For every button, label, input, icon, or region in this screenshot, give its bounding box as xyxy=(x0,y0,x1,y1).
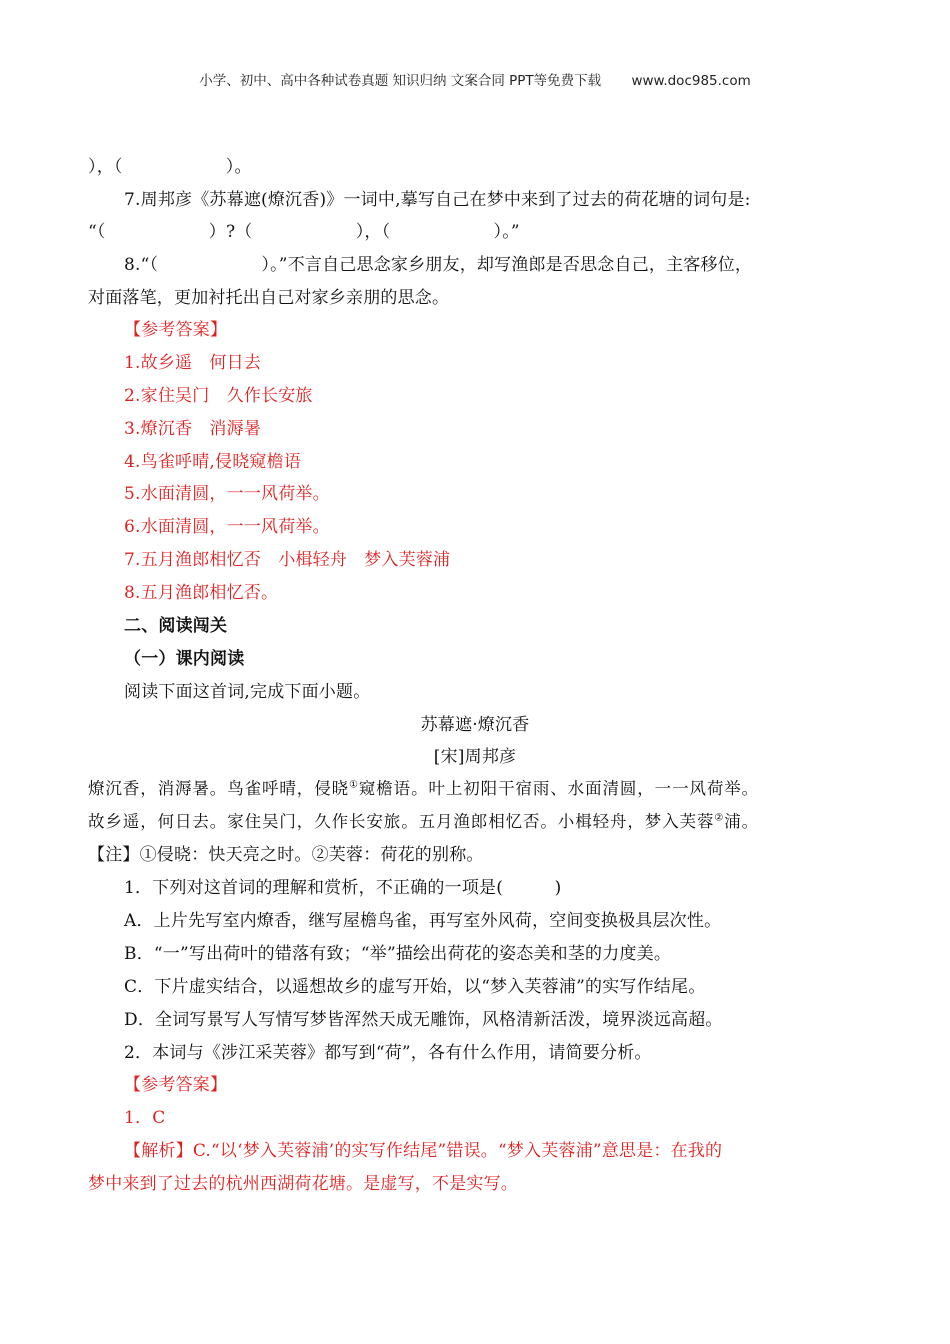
option-b: B．“一”写出荷叶的错落有致；“举”描绘出荷花的姿态美和茎的力度美。 xyxy=(124,944,672,964)
analysis-text: C.“以‘梦入芙蓉浦’的实写作结尾”错误。“梦入芙蓉浦”意思是：在我的 xyxy=(192,1141,723,1161)
option-c: C．下片虚实结合，以遥想故乡的虚写开始，以“梦入芙蓉浦”的实写作结尾。 xyxy=(124,977,706,997)
answer-item: 7.五月渔郎相忆否 小楫轻舟 梦入芙蓉浦 xyxy=(124,550,451,570)
poem-line-1 xyxy=(88,777,862,801)
answer-item: 6.水面清圆，一一风荷举。 xyxy=(124,517,330,537)
answer-item: 4.鸟雀呼晴,侵晓窥檐语 xyxy=(124,452,302,472)
option-d: D．全词写景写人写情写梦皆浑然天成无雕饰，风格清新活泼，境界淡远高超。 xyxy=(124,1010,723,1030)
blank-line-end: ），（ ）。 xyxy=(88,157,252,177)
poem-note: 【注】①侵晓：快天亮之时。②芙蓉：荷花的别称。 xyxy=(88,845,484,865)
poem-line-2 xyxy=(88,810,862,834)
poem-author: [宋]周邦彦 xyxy=(433,747,517,767)
answer-item: 1.故乡遥 何日去 xyxy=(124,353,262,373)
page-header xyxy=(0,69,950,89)
question-8-line1: 8.“（ ）。”不言自己思念家乡朋友，却写渔郎是否思念自己，主客移位， xyxy=(124,255,753,275)
poem-text: 浦。 xyxy=(724,812,760,831)
header-url[interactable]: www.doc985.com xyxy=(631,73,751,89)
analysis-line2: 梦中来到了过去的杭州西湖荷花塘。是虚写，不是实写。 xyxy=(88,1174,518,1194)
option-a: A．上片先写室内燎香，继写屋檐鸟雀，再写室外风荷，空间变换极具层次性。 xyxy=(124,911,722,931)
footnote-mark: ② xyxy=(714,812,725,824)
answer-item: 3.燎沉香 消溽暑 xyxy=(124,419,262,439)
poem-title: 苏幕遮·燎沉香 xyxy=(420,715,530,735)
question-1: 1．下列对这首词的理解和赏析，不正确的一项是( ) xyxy=(124,878,562,898)
answer-heading-2: 【参考答案】 xyxy=(124,1075,228,1095)
header-text: 小学、初中、高中各种试卷真题 知识归纳 文案合同 PPT等免费下载 xyxy=(199,73,602,89)
answer-item: 5.水面清圆，一一风荷举。 xyxy=(124,484,330,504)
analysis-line1 xyxy=(124,1139,898,1163)
section-title: 二、阅读闯关 xyxy=(124,616,228,636)
poem-text: 故乡遥，何日去。家住吴门，久作长安旅。五月渔郎相忆否。小楫轻舟，梦入芙蓉 xyxy=(88,812,715,831)
answer-item: 2.家住吴门 久作长安旅 xyxy=(124,386,313,406)
poem-text: 燎沉香，消溽暑。鸟雀呼晴，侵晓 xyxy=(88,779,349,798)
question-7-line2: “（ ）?（ ），（ ）。” xyxy=(88,222,520,242)
question-8-line2: 对面落笔，更加衬托出自己对家乡亲朋的思念。 xyxy=(88,288,450,308)
answer-heading-1: 【参考答案】 xyxy=(124,320,228,340)
analysis-label: 【解析】 xyxy=(124,1141,193,1161)
reading-intro: 阅读下面这首词,完成下面小题。 xyxy=(124,682,371,702)
poem-text: 窥檐语。叶上初阳干宿雨、水面清圆，一一风荷举。 xyxy=(358,779,760,798)
answer-item: 8.五月渔郎相忆否。 xyxy=(124,583,279,603)
answer-1: 1．C xyxy=(124,1108,166,1128)
question-7-line1: 7.周邦彦《苏幕遮(燎沉香)》一词中,摹写自己在梦中来到了过去的荷花塘的词句是: xyxy=(124,190,751,210)
question-2: 2．本词与《涉江采芙蓉》都写到“荷”，各有什么作用，请简要分析。 xyxy=(124,1043,652,1063)
subsection-title: （一）课内阅读 xyxy=(124,649,245,669)
footnote-mark: ① xyxy=(349,779,359,791)
